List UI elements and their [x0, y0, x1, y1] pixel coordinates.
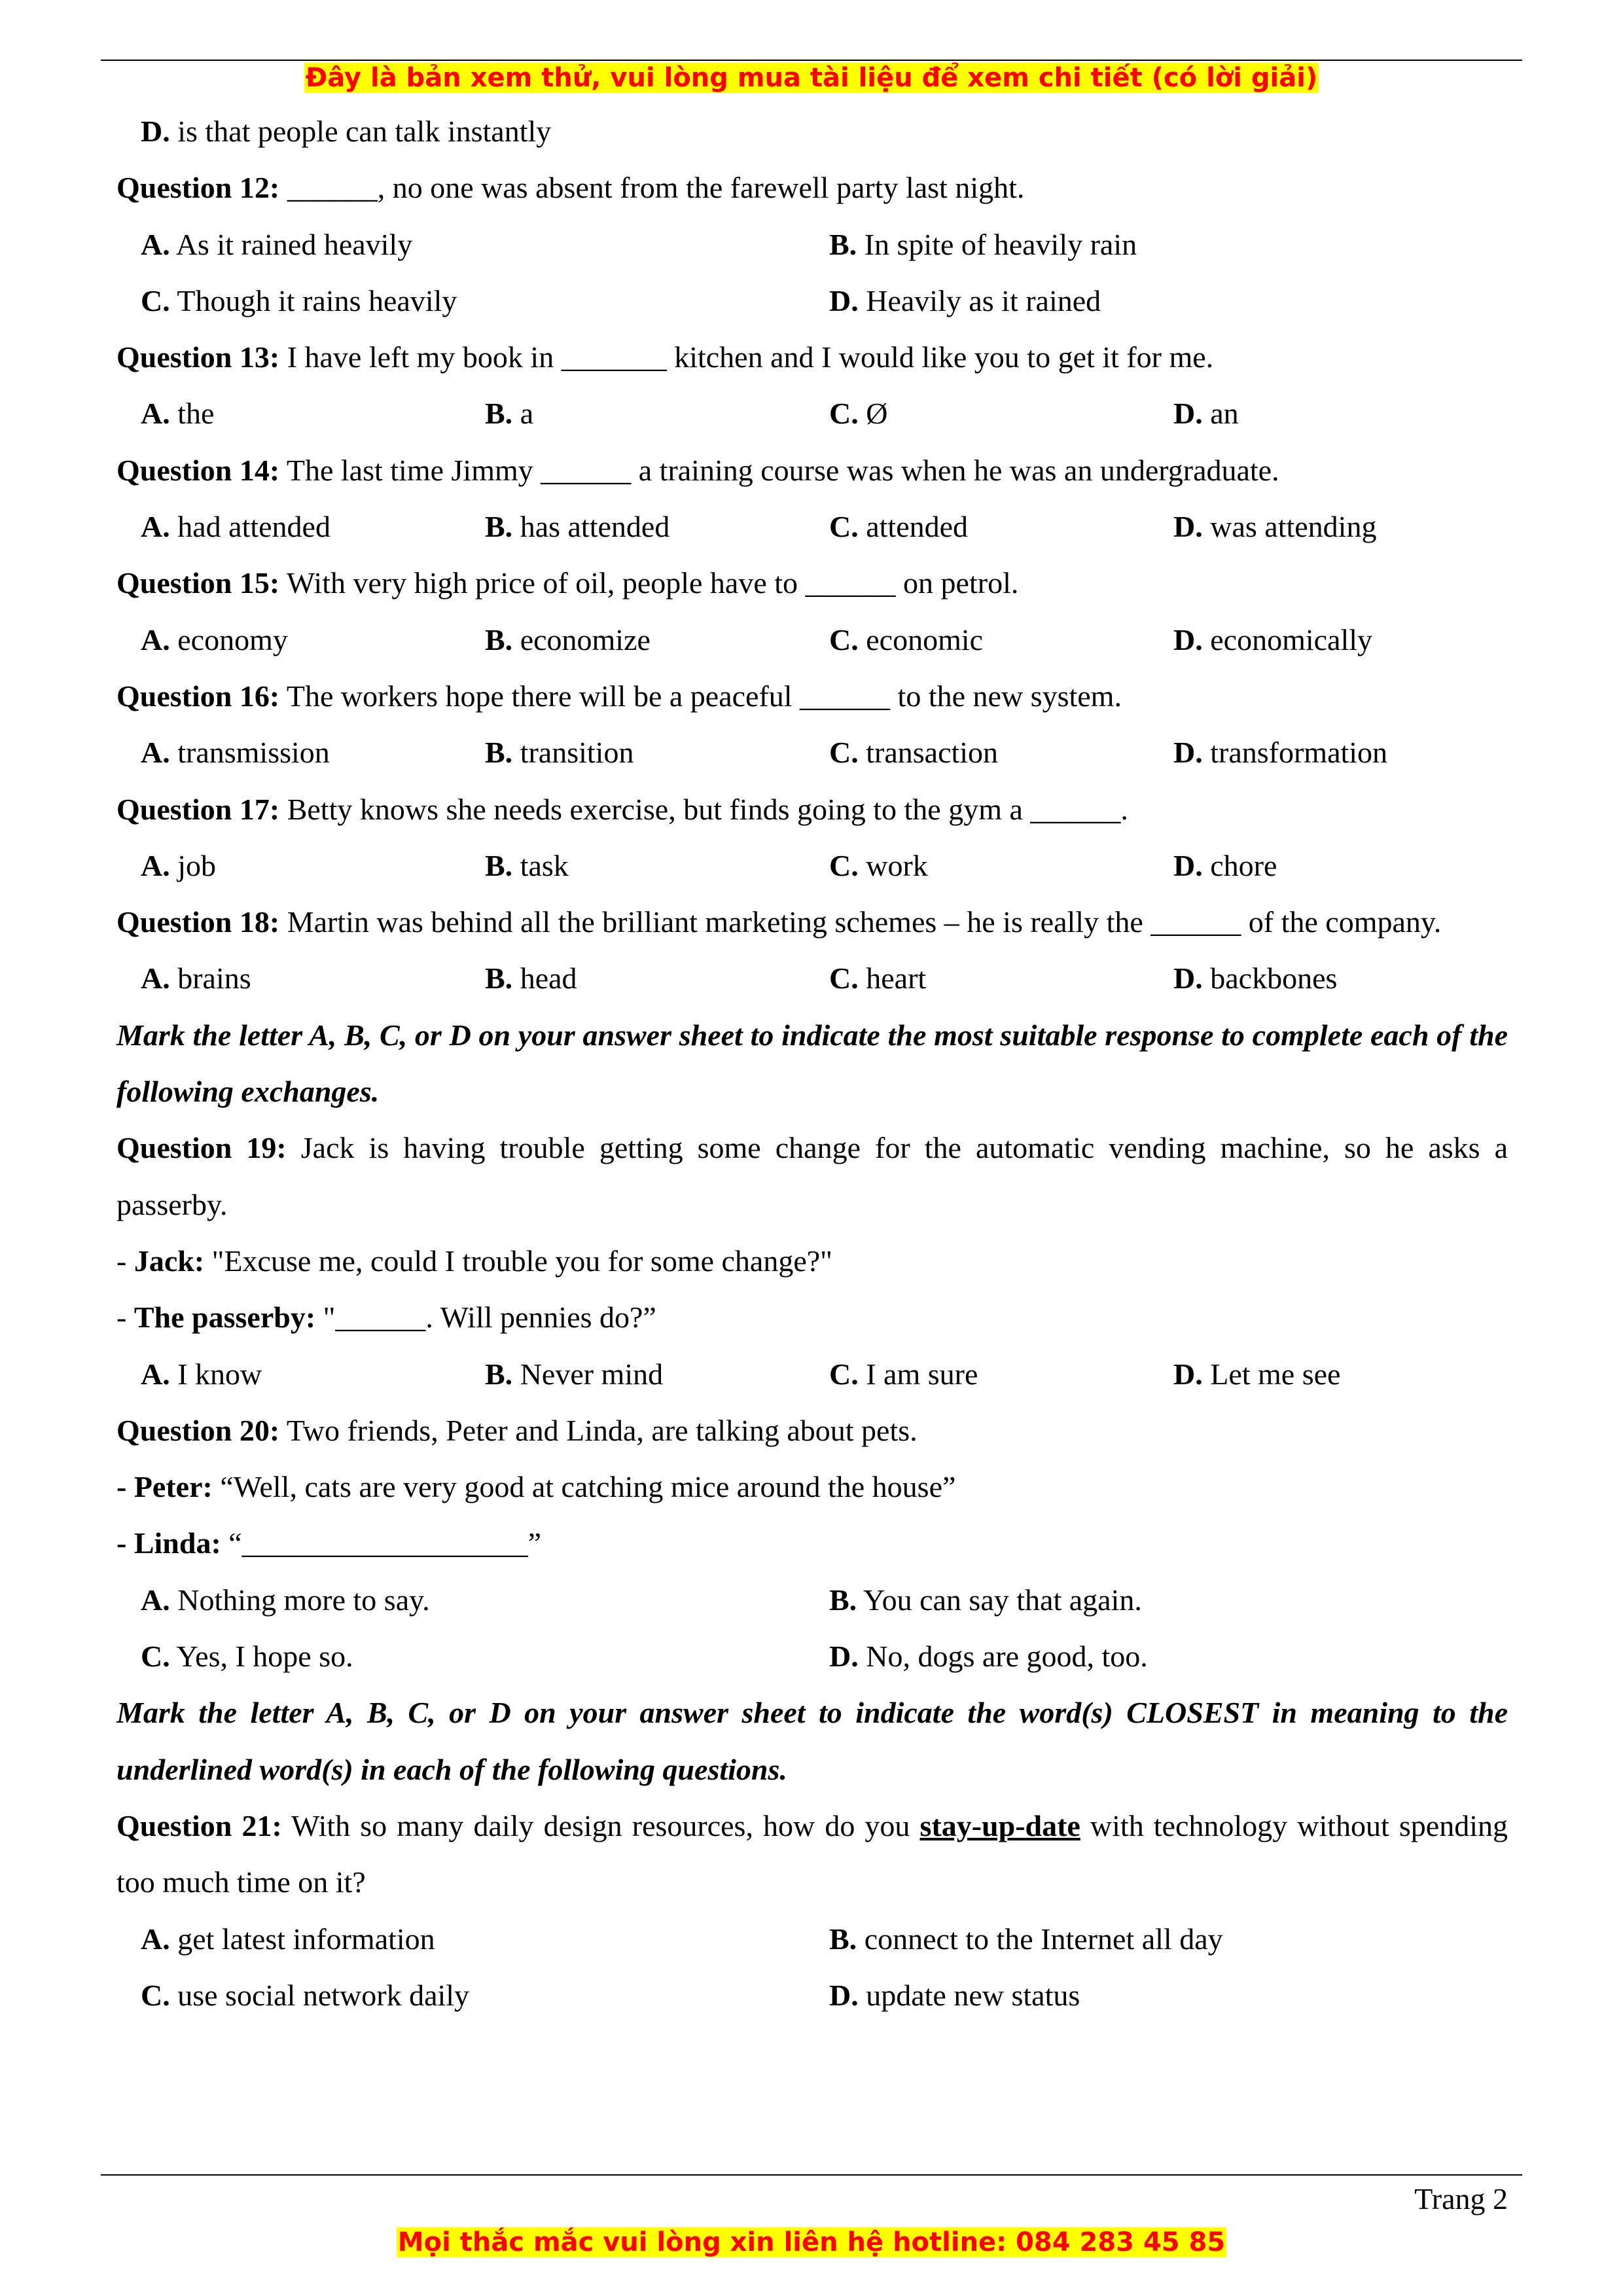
q17-option-c[interactable]: C. work: [829, 848, 928, 882]
q12-option-d[interactable]: D. Heavily as it rained: [829, 283, 1101, 317]
q16-options: [116, 725, 1508, 781]
q17-options: [116, 838, 1508, 894]
q18-option-c[interactable]: C. heart: [829, 961, 927, 996]
q16-option-b[interactable]: B. transition: [485, 736, 634, 770]
q12-options-row1: [116, 217, 1508, 273]
question-15: Question 15: With very high price of oil, people have to ______ on petrol.: [116, 566, 1019, 600]
question-20: Question 20: Two friends, Peter and Linda, are talking about pets.: [116, 1413, 918, 1447]
q20-options-row2: [116, 1628, 1508, 1685]
question-18: Question 18: Martin was behind all the brilliant marketing schemes – he is really the ______ of the company.: [116, 905, 1442, 939]
q19-option-b[interactable]: B. Never mind: [485, 1357, 664, 1391]
q19-dialogue-jack: - Jack: "Excuse me, could I trouble you for some change?": [116, 1244, 832, 1278]
q14-option-d[interactable]: D. was attending: [1173, 510, 1377, 544]
q19-option-c[interactable]: C. I am sure: [829, 1357, 978, 1391]
q21-option-a[interactable]: A. get latest information: [141, 1922, 435, 1956]
q15-options: [116, 612, 1508, 668]
q15-option-c[interactable]: C. economic: [829, 622, 984, 656]
q21-option-b[interactable]: B. connect to the Internet all day: [829, 1922, 1223, 1956]
q20-option-a[interactable]: A. Nothing more to say.: [141, 1583, 430, 1617]
q19-options: [116, 1346, 1508, 1403]
q13-option-b[interactable]: B. a: [485, 397, 534, 431]
q20-dialogue-linda: - Linda: “___________________”: [116, 1526, 542, 1560]
q18-option-b[interactable]: B. head: [485, 961, 577, 996]
q20-options-row1: [116, 1572, 1508, 1628]
question-21: Question 21: With so many daily design resources, how do you stay-up-date with technology without spending too much time on it?: [116, 1808, 1508, 1899]
q19-dialogue-passerby: - The passerby: "______. Will pennies do?”: [116, 1300, 656, 1335]
q21-options-row1: [116, 1911, 1508, 1967]
q17-option-a[interactable]: A. job: [141, 848, 217, 882]
q21-option-d[interactable]: D. update new status: [829, 1978, 1080, 2012]
q20-dialogue-peter: - Peter: “Well, cats are very good at catching mice around the house”: [116, 1470, 956, 1504]
section-instruction-closest-meaning: Mark the letter A, B, C, or D on your answer sheet to indicate the word(s) CLOSEST in meaning to the underlined word(s) in each of the following questions.: [116, 1696, 1508, 1786]
prev-option-d: D. is that people can talk instantly: [141, 115, 552, 148]
page-number: Trang 2: [1414, 2182, 1508, 2215]
question-17: Question 17: Betty knows she needs exercise, but finds going to the gym a ______.: [116, 792, 1128, 826]
q18-options: [116, 950, 1508, 1007]
q13-option-c[interactable]: C. Ø: [829, 397, 888, 431]
q16-option-a[interactable]: A. transmission: [141, 736, 330, 770]
q14-option-c[interactable]: C. attended: [829, 510, 969, 544]
q20-option-d[interactable]: D. No, dogs are good, too.: [829, 1640, 1148, 1674]
question-12: Question 12: ______, no one was absent from the farewell party last night.: [116, 171, 1025, 205]
section-instruction-responses: Mark the letter A, B, C, or D on your answer sheet to indicate the most suitable response to complete each of the following exchanges.: [116, 1018, 1508, 1109]
q17-option-b[interactable]: B. task: [485, 848, 569, 882]
q18-option-d[interactable]: D. backbones: [1173, 961, 1338, 996]
q18-option-a[interactable]: A. brains: [141, 961, 251, 996]
page-content: [116, 103, 1508, 2024]
q21-option-c[interactable]: C. use social network daily: [141, 1978, 470, 2012]
q13-option-d[interactable]: D. an: [1173, 397, 1239, 431]
q13-option-a[interactable]: A. the: [141, 397, 215, 431]
q13-options: [116, 386, 1508, 442]
q15-option-b[interactable]: B. economize: [485, 622, 651, 656]
q19-option-a[interactable]: A. I know: [141, 1357, 262, 1391]
q15-option-a[interactable]: A. economy: [141, 622, 288, 656]
q12-options-row2: [116, 273, 1508, 329]
q21-options-row2: [116, 1967, 1508, 2024]
q14-option-a[interactable]: A. had attended: [141, 510, 330, 544]
question-19: Question 19: Jack is having trouble getting some change for the automatic vending machine, so he asks a passerby.: [116, 1131, 1508, 1221]
underlined-word: stay-up-date: [919, 1808, 1080, 1842]
q15-option-d[interactable]: D. economically: [1173, 622, 1373, 656]
q16-option-d[interactable]: D. transformation: [1173, 736, 1388, 770]
q12-option-c[interactable]: C. Though it rains heavily: [141, 283, 457, 317]
q12-option-a[interactable]: A. As it rained heavily: [141, 227, 413, 261]
q12-option-b[interactable]: B. In spite of heavily rain: [829, 227, 1137, 261]
q20-option-b[interactable]: B. You can say that again.: [829, 1583, 1142, 1617]
footer-rule: [101, 2174, 1522, 2176]
footer-notice: Mọi thắc mắc vui lòng xin liên hệ hotline: 084 283 45 85: [397, 2227, 1226, 2257]
q14-option-b[interactable]: B. has attended: [485, 510, 670, 544]
header-notice: Đây là bản xem thử, vui lòng mua tài liệu để xem chi tiết (có lời giải): [305, 63, 1318, 93]
question-16: Question 16: The workers hope there will be a peaceful ______ to the new system.: [116, 679, 1122, 713]
q17-option-d[interactable]: D. chore: [1173, 848, 1277, 882]
q19-option-d[interactable]: D. Let me see: [1173, 1357, 1341, 1391]
q16-option-c[interactable]: C. transaction: [829, 736, 999, 770]
q14-options: [116, 499, 1508, 555]
question-13: Question 13: I have left my book in _______ kitchen and I would like you to get it for me.: [116, 340, 1214, 374]
q20-option-c[interactable]: C. Yes, I hope so.: [141, 1640, 353, 1674]
question-14: Question 14: The last time Jimmy ______ a training course was when he was an undergraduate.: [116, 453, 1279, 487]
